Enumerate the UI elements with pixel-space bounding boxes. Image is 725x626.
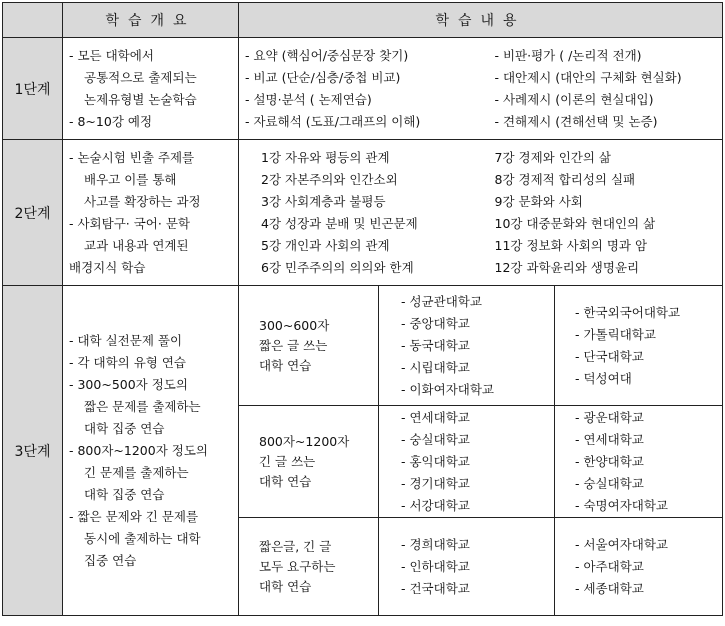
- stage1-overview-line: - 모든 대학에서: [69, 47, 154, 63]
- university-item: - 경기대학교: [401, 475, 470, 491]
- lecture-item: 2강 자본주의와 인간소외: [261, 171, 398, 187]
- group-long-universities-1: [379, 406, 555, 518]
- university-item: - 홍익대학교: [401, 453, 470, 469]
- lecture-item: 12강 과학윤리와 생명윤리: [494, 259, 640, 275]
- lecture-item: 5강 개인과 사회의 관계: [261, 237, 390, 253]
- university-item: - 숭실대학교: [575, 475, 644, 491]
- group-desc-line: 800자~1200자: [259, 433, 350, 449]
- group-long-desc: [239, 406, 379, 518]
- stage2-content-left: [239, 140, 489, 286]
- lecture-item: 6강 민주주의의 의의와 한계: [261, 259, 414, 275]
- stage2-overview-line: - 사회탐구· 국어· 문학: [69, 215, 190, 231]
- stage2-label: 2단계: [3, 140, 63, 286]
- stage3-overview-line: - 800자~1200자 정도의: [69, 442, 208, 458]
- stage2-overview-line: 배경지식 학습: [69, 259, 146, 275]
- group-desc-line: 대학 연습: [259, 578, 312, 594]
- lecture-item: 3강 사회계층과 불평등: [261, 193, 386, 209]
- stage2-overview-line: - 논술시험 빈출 주제를: [69, 149, 195, 165]
- university-item: - 시립대학교: [401, 359, 470, 375]
- stage2-overview-line: 사고를 확장하는 과정: [84, 193, 201, 209]
- stage1-item: - 설명·분석 ( 논제연습): [245, 91, 372, 107]
- group-short-universities-1: [379, 286, 555, 406]
- lecture-item: 11강 정보화 사회의 명과 암: [494, 237, 648, 253]
- university-item: - 단국대학교: [575, 348, 644, 364]
- stage3-overview: [63, 286, 239, 616]
- university-item: - 연세대학교: [401, 409, 470, 425]
- university-item: - 서강대학교: [401, 497, 470, 513]
- stage1-overview: [63, 38, 239, 140]
- group-desc-line: 짧은 글 쓰는: [259, 337, 328, 353]
- university-item: - 경희대학교: [401, 536, 470, 552]
- group-short-desc: [239, 286, 379, 406]
- header-row: [3, 3, 723, 38]
- stage3-overview-line: 집중 연습: [84, 552, 137, 568]
- group-desc-line: 모두 요구하는: [259, 558, 336, 574]
- stage3-overview-line: 대학 집중 연습: [84, 420, 165, 436]
- stage2-content-right: [489, 140, 723, 286]
- stage2-overview-line: 교과 내용과 연계된: [84, 237, 189, 253]
- university-item: - 이화여자대학교: [401, 381, 495, 397]
- stage1-item: - 자료해석 (도표/그래프의 이해): [245, 113, 421, 129]
- university-item: - 덕성여대: [575, 370, 632, 386]
- stage3-overview-line: - 300~500자 정도의: [69, 376, 188, 392]
- stage1-item: - 대안제시 (대안의 구체화 현실화): [494, 69, 682, 85]
- lecture-item: 8강 경제적 합리성의 실패: [494, 171, 636, 187]
- stage3-row-short: [3, 286, 723, 406]
- university-item: - 중앙대학교: [401, 315, 470, 331]
- stage3-overview-line: 대학 집중 연습: [84, 486, 165, 502]
- university-item: - 세종대학교: [575, 580, 644, 596]
- content-header: 학습내용: [239, 3, 723, 38]
- group-both-universities-2: [555, 518, 723, 616]
- stage1-item: - 사례제시 (이론의 현실대입): [494, 91, 654, 107]
- group-long-universities-2: [555, 406, 723, 518]
- group-desc-line: 짧은글, 긴 글: [259, 538, 332, 554]
- lecture-item: 1강 자유와 평등의 관계: [261, 149, 390, 165]
- stage2-overview: [63, 140, 239, 286]
- university-item: - 건국대학교: [401, 580, 470, 596]
- corner-cell: [3, 3, 63, 38]
- lecture-item: 7강 경제와 인간의 삶: [494, 149, 611, 165]
- university-item: - 가톨릭대학교: [575, 326, 656, 342]
- lecture-item: 4강 성장과 분배 및 빈곤문제: [261, 215, 418, 231]
- stage3-overview-line: 짧은 문제를 출제하는: [84, 398, 201, 414]
- university-item: - 숭실대학교: [401, 431, 470, 447]
- group-both-universities-1: [379, 518, 555, 616]
- stage1-item: - 요약 (핵심어/중심문장 찾기): [245, 47, 409, 63]
- lecture-item: 10강 대중문화와 현대인의 삶: [494, 215, 656, 231]
- stage1-label: 1단계: [3, 38, 63, 140]
- lecture-item: 9강 문화와 사회: [494, 193, 583, 209]
- overview-header: 학습개요: [63, 3, 239, 38]
- university-item: - 한국외국어대학교: [575, 304, 681, 320]
- group-desc-line: 대학 연습: [259, 357, 312, 373]
- stage1-overview-line: - 8~10강 예정: [69, 113, 153, 129]
- university-item: - 서울여자대학교: [575, 536, 669, 552]
- stage2-overview-line: 배우고 이를 통해: [84, 171, 177, 187]
- university-item: - 동국대학교: [401, 337, 470, 353]
- stage1-item: - 비판·평가 ( /논리적 전개): [494, 47, 642, 63]
- group-both-desc: [239, 518, 379, 616]
- university-item: - 한양대학교: [575, 453, 644, 469]
- stage3-overview-line: - 대학 실전문제 풀이: [69, 332, 183, 348]
- university-item: - 숙명여자대학교: [575, 497, 669, 513]
- stage1-overview-line: 논제유형별 논술학습: [84, 91, 197, 107]
- university-item: - 인하대학교: [401, 558, 470, 574]
- stage3-overview-line: 긴 문제를 출제하는: [84, 464, 189, 480]
- stage2-row: [3, 140, 723, 286]
- university-item: - 성균관대학교: [401, 293, 482, 309]
- stage3-overview-line: 동시에 출제하는 대학: [84, 530, 201, 546]
- group-desc-line: 대학 연습: [259, 473, 312, 489]
- university-item: - 아주대학교: [575, 558, 644, 574]
- stage1-row: [3, 38, 723, 140]
- stage1-overview-line: 공통적으로 출제되는: [84, 69, 197, 85]
- university-item: - 광운대학교: [575, 409, 644, 425]
- university-item: - 연세대학교: [575, 431, 644, 447]
- stage3-label: 3단계: [3, 286, 63, 616]
- stage3-overview-line: - 짧은 문제와 긴 문제를: [69, 508, 199, 524]
- group-desc-line: 긴 글 쓰는: [259, 453, 316, 469]
- stage1-content-right: [489, 38, 723, 140]
- stage1-content-left: [239, 38, 489, 140]
- curriculum-table: [2, 2, 723, 616]
- stage1-item: - 견해제시 (견해선택 및 논증): [494, 113, 658, 129]
- stage1-item: - 비교 (단순/심층/중첩 비교): [245, 69, 401, 85]
- group-desc-line: 300~600자: [259, 317, 330, 333]
- stage3-overview-line: - 각 대학의 유형 연습: [69, 354, 187, 370]
- group-short-universities-2: [555, 286, 723, 406]
